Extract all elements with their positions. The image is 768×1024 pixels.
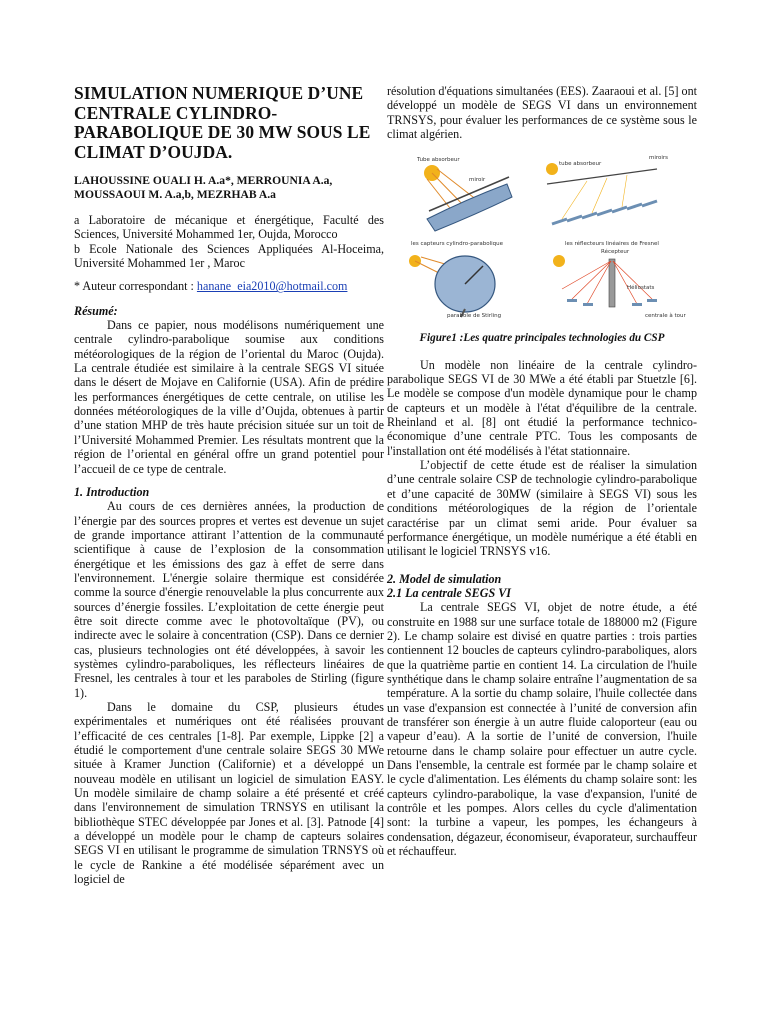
- abstract-heading: Résumé:: [74, 303, 118, 318]
- left-column: [74, 84, 384, 886]
- figure-illustration: [387, 149, 697, 319]
- corresponding-label: * Auteur correspondant :: [74, 279, 197, 294]
- intro-heading: 1. Introduction: [74, 484, 150, 499]
- trough-mirror: [427, 184, 512, 231]
- affiliations: [74, 213, 384, 270]
- paper-title: SIMULATION NUMERIQUE D’UNE CENTRALE CYLINDRO-PARABOLIQUE DE 30 MW SOUS LE CLIMAT D’OUJDA.: [74, 83, 371, 162]
- sun-icon-4: [553, 255, 565, 267]
- intro-paragraph-1: Au cours de ces dernières années, la production de l’énergie par des sources propres et vertes est devenue un sujet de grande importance attirant l’attention de la communauté scientifique à cause de l’explosion de la consommation énergétique et les émissions des gaz à effet de serre dans l'environnement. L'énergie solaire thermique est considérée comme la source d'énergie renouvelable la plus concurrente aux sources d’énergie fossiles. L’exploitation de cette énergie peut être soit directe comme avec le photovoltaïque (PV), ou indirecte avec le solaire à concentration (CSP). Dans ce dernier cas, plusieurs technologies ont été développées, à savoir les systèmes cylindro-paraboliques, les réflecteurs linéaires de Fresnel, les centrales à tour et les paraboles de Stirling (figure 1).: [74, 499, 384, 700]
- affiliation-b: b Ecole Nationale des Sciences Appliquées Al-Hoceima, Université Mohammed 1er , Maroc: [74, 241, 384, 271]
- label-capteurs: les capteurs cylindro-parabolique: [411, 241, 503, 248]
- right-paragraph-1: Un modèle non linéaire de la centrale cylindro-parabolique SEGS VI de 30 MWe a été établi par Stuetzle [6]. Le modèle se compose d'un modèle dynamique pour le champ de capteurs et un modèle à l'état d'équilibre de la centrale. Rheinland et al. [8] ont étudié la performance technico-économique d’une centrale PTC. Tous les composants de l'installation ont été modélisés à l'état stationnaire.: [387, 357, 697, 458]
- tower: [609, 259, 615, 307]
- label-heliostats: Héliostats: [627, 285, 655, 292]
- section2-paragraph: La centrale SEGS VI, objet de notre étude, a été construite en 1988 sur une surface totale de 188000 m2 (Figure 2). Le champ solaire est divisé en quatre parties : trois parties contiennent 12 boucles de capteurs cylindro-paraboliques, alors que la quatrième partie en contient 14. La circulation de l'huile synthétique dans le champ solaire entraîne l’augmentation de sa température. A la sortie du champ solaire, l'huile collectée dans un vase d'expansion est connectée à l’unité de conversion afin de transférer son énergie à un autre fluide caloporteur (eau ou vapeur d’eau). A la sortie de l’unité de conversion, l'huile retourne dans le champ solaire pour effectuer un autre cycle. Dans l'ensemble, la centrale est formée par le champ solaire et le cycle d'alimentation. Les éléments du champ solaire sont: les capteurs cylindro-parabolique, la vase d'expansion, l'unité de contrôle et les pompes. Alors celles du cycle d'alimentation sont: la turbine a vapeur, les pompes, les échangeurs à condensation, dégazeur, économiseur, évaporateur, surchauffeur et réchauffeur.: [387, 600, 697, 859]
- solar-tower-panel: [553, 248, 686, 319]
- affiliation-a: a Laboratoire de mécanique et énergétique, Faculté des Sciences, Université Mohammed 1er, Oujda, Morocco: [74, 213, 384, 242]
- label-miroirs: miroirs: [649, 155, 669, 162]
- label-tube-absorbeur: Tube absorbeur: [417, 157, 460, 164]
- stirling-dish-panel: [409, 255, 501, 319]
- corresponding-author: [74, 279, 384, 293]
- label-stirling: parabole de Stirling: [447, 313, 502, 320]
- author-list: LAHOUSSINE OUALI H. A.a*, MERROUNIA A.a, MOUSSAOUI M. A.a,b, MEZRHAB A.a: [74, 174, 333, 201]
- label-fresnel: les réflecteurs linéaires de Fresnel: [565, 241, 659, 248]
- label-recepteur: Récepteur: [601, 249, 630, 256]
- label-miroir: miroir: [469, 177, 486, 184]
- right-paragraph-2: L’objectif de cette étude est de réaliser la simulation d’une centrale solaire CSP de technologie cylindro-parabolique et d’une capacité de 30MW (similaire à SEGS VI) sous les conditions météorologiques de la région de l’orientale caractérise par un climat semi aride. Pour évaluer sa performance énergétique, un modèle numérique a été établi en utilisant le logiciel TRNSYS v16.: [387, 458, 697, 559]
- right-column: [387, 84, 697, 858]
- fresnel-panel: [546, 155, 668, 247]
- label-tube-absorbeur-2: tube absorbeur: [559, 161, 602, 168]
- intro-paragraph-2: Dans le domaine du CSP, plusieurs études expérimentales et numériques ont été réalisées prouvant l’efficacité de ces centrales [1-8]. Par exemple, Lippke [2] a étudié le comportement d'une centrale solaire SEGS 30 MWe située à Kramer Junction (Californie) et a développé un nouveau modèle en utilisant un logiciel de simulation EASY. Un modèle similaire de champ solaire a été présenté et créé dans l'environnement de simulation TRNSYS en utilisant la bibliothèque STEC développée par Jones et al. [3]. Patnode [4] a développé un modèle pour le champ de capteurs solaires SEGS VI en utilisant le programme de simulation TRNSYS où le cycle de Rankine a été modélisée séparément avec un logiciel de: [74, 700, 384, 887]
- parabolic-trough-panel: [411, 157, 512, 247]
- email-link[interactable]: hanane_eia2010@hotmail.com: [196, 279, 348, 294]
- sun-icon-2: [546, 163, 558, 175]
- intro-paragraph-2-continued: résolution d'équations simultanées (EES). Zaaraoui et al. [5] ont développé un modèle de SEGS VI dans un environnement TRNSYS, pour évaluer les performances de ce système sous le climat algérien.: [387, 84, 697, 142]
- abstract-text: Dans ce papier, nous modélisons numériquement une centrale cylindro-parabolique soumise aux conditions météorologiques de la région de l’oriental du Maroc (Oujda). La centrale étudiée est similaire à la centrale SEGS VI située dans le désert de Mojave en Californie (USA). Afin de prédire les performances énergétiques de cette centrale, on utilise les données météorologiques de la ville d’Oujda, obtenues à partir d’une station MHP de très haute précision située sur un toit de l’Université Mohammed Premier. Les résultats montrent que la région de l’oriental en général offre un grand potentiel pour l’accueil de ce type de centrale.: [74, 318, 384, 476]
- figure-caption: Figure1 :Les quatre principales technologies du CSP: [419, 332, 665, 345]
- csp-technologies-figure: [387, 149, 697, 319]
- section2-subheading: 2.1 La centrale SEGS VI: [387, 585, 511, 600]
- label-tour: centrale à tour: [645, 313, 686, 320]
- section2-heading: 2. Model de simulation: [387, 571, 502, 586]
